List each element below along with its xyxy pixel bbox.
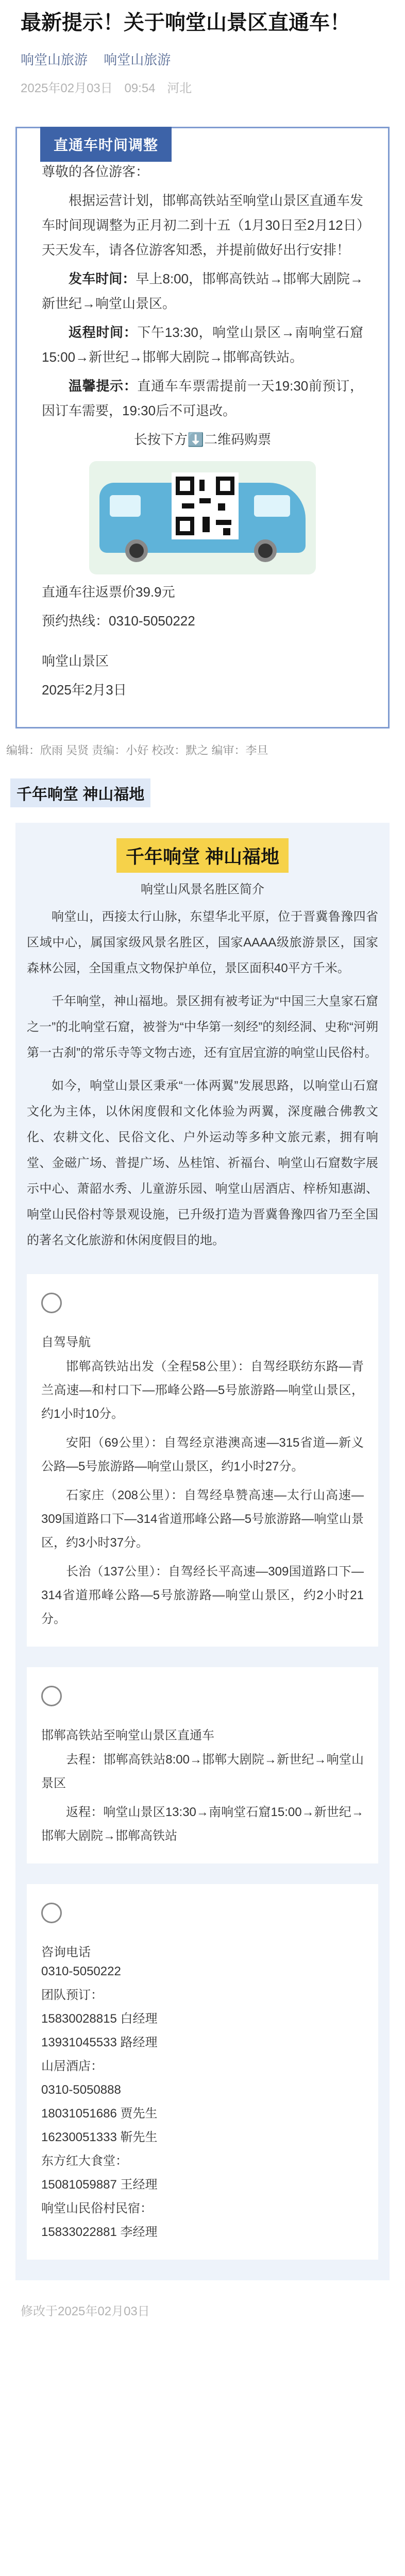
signature-org: 响堂山景区 <box>42 653 109 669</box>
drive-shijiazhuang: 石家庄（208公里）：自驾经阜赞高速—太行山高速—309国道路口下—314省道邢峰公路—5号旅游路—响堂山景区，约3小时37分。 <box>41 1488 364 1550</box>
tip-label: 温馨提示： <box>69 378 138 394</box>
booking-hotline: 预约热线：0310-5050222 <box>42 613 195 629</box>
section-header: 千年响堂 神山福地 <box>10 778 150 807</box>
notice-intro: 根据运营计划，邯郸高铁站至响堂山景区直通车发车时间现调整为正月初二到十五（1月30日至2月12日）天天发车，请各位游客知悉，并提前做好出行安排！ <box>42 193 364 258</box>
circle-icon <box>41 1903 62 1923</box>
panel-title: 千年响堂 神山福地 <box>116 838 289 873</box>
intro-paragraph-1: 响堂山，西接太行山脉，东望华北平原，位于晋冀鲁豫四省区域中心，属国家级风景名胜区，国家AAAA级旅游景区，国家森林公园，全国重点文物保护单位，景区面积40平方千米。 <box>27 910 378 975</box>
contact-line: 16230051333 靳先生 <box>41 2130 158 2144</box>
intro-paragraph-2: 千年响堂，神山福地。景区拥有被考证为“中国三大皇家石窟之一”的北响堂石窟，被誉为“中华第一刻经”的刻经洞、史称“河朔第一古刹”的常乐寺等文物古迹，还有宜居宜游的响堂山民俗村。 <box>27 994 378 1060</box>
contact-line: 0310-5050888 <box>41 2083 121 2097</box>
article <box>0 0 405 96</box>
article-meta <box>21 49 384 69</box>
ticket-price: 直通车往返票价39.9元 <box>42 584 175 600</box>
contact-line: 15830028815 白经理 <box>41 2012 158 2026</box>
tip-text: 直通车车票需提前一天19:30前预订，因订车需要，19:30后不可退改。 <box>42 378 363 418</box>
circle-icon <box>41 1293 62 1313</box>
notice-box <box>15 127 390 728</box>
drive-anyang: 安阳（69公里）：自驾经京港澳高速—315省道—新义公路—5号旅游路—响堂山景区，约1小时27分。 <box>41 1436 364 1473</box>
qr-code-icon[interactable] <box>172 472 239 539</box>
intro-panel <box>15 823 390 2280</box>
contact-line: 15081059887 王经理 <box>41 2178 158 2192</box>
return-info <box>42 320 363 369</box>
drive-card <box>27 1274 378 1647</box>
notice-section <box>15 127 390 728</box>
greeting: 尊敬的各位游客： <box>42 164 149 179</box>
contact-title: 咨询电话 <box>41 1945 91 1959</box>
contact-line: 东方红大食堂： <box>41 2154 128 2168</box>
signature-date: 2025年2月3日 <box>42 682 127 698</box>
departure-info <box>42 266 363 316</box>
account-link[interactable]: 响堂山旅游 <box>104 52 171 67</box>
return-text: 下午13:30，响堂山景区→南响堂石窟15:00→新世纪→邯郸大剧院→邯郸高铁站。 <box>42 325 363 365</box>
author-link[interactable]: 响堂山旅游 <box>21 52 88 67</box>
drive-handan: 邯郸高铁站出发（全程58公里）：自驾经联纺东路—青兰高速—和村口下—邢峰公路—5号旅游路—响堂山景区，约1小时10分。 <box>41 1360 364 1421</box>
return-label: 返程时间： <box>69 325 138 340</box>
contact-line: 山居酒店： <box>41 2059 103 2073</box>
departure-label: 发车时间： <box>69 271 136 286</box>
contact-line: 团队预订： <box>41 1988 103 2002</box>
bus-card <box>27 1667 378 1863</box>
qr-prompt: 长按下方⬇️二维码购票 <box>133 432 272 447</box>
editor-credits: 编辑：欣雨 吴贤 责编：小好 校改：默之 编审：李旦 <box>6 744 268 757</box>
contact-line: 响堂山民俗村民宿： <box>41 2201 153 2215</box>
notice-tab-label: 直通车时间调整 <box>40 127 172 162</box>
departure-text: 早上8:00，邯郸高铁站→邯郸大剧院→新世纪→响堂山景区。 <box>42 271 363 311</box>
panel-subtitle: 响堂山风景名胜区简介 <box>141 883 264 896</box>
intro-paragraph-3: 如今，响堂山景区秉承“一体两翼”发展思路，以响堂山石窟文化为主体，以休闲度假和文化体验为两翼，深度融合佛教文化、农耕文化、民俗文化、户外运动等多种文旅元素，拥有响堂、金磁广场、普提广场、丛桂馆、祈福台、响堂山石窟数字展示中心、萧韶水秀、儿童游乐园、响堂山居酒店、梓桥知惠湖、响堂山民俗村等景观设施，已升级打造为晋冀鲁豫四省乃至全国的著名文化旅游和休闲度假目的地。 <box>27 1079 378 1247</box>
publish-region: 河北 <box>167 81 192 95</box>
tip-info <box>42 374 363 423</box>
circle-icon <box>41 1686 62 1706</box>
publish-info <box>21 78 384 96</box>
qr-code-banner[interactable] <box>89 461 316 574</box>
modified-date: 修改于2025年02月03日 <box>21 2304 150 2318</box>
contact-line: 13931045533 路经理 <box>41 2036 158 2049</box>
publish-time: 09:54 <box>124 81 156 95</box>
contact-card <box>27 1884 378 2260</box>
drive-changzhi: 长治（137公里）：自驾经长平高速—309国道路口下—314省道邢峰公路—5号旅游路—响堂山景区，约2小时21分。 <box>41 1565 364 1626</box>
bus-title: 邯郸高铁站至响堂山景区直通车 <box>41 1728 214 1742</box>
contact-line: 15833022881 李经理 <box>41 2225 158 2239</box>
bus-back: 返程：响堂山景区13:30→南响堂石窟15:00→新世纪→邯郸大剧院→邯郸高铁站 <box>41 1805 364 1843</box>
contact-line: 0310-5050222 <box>41 1964 121 1978</box>
publish-date: 2025年02月03日 <box>21 81 113 95</box>
drive-title: 自驾导航 <box>41 1335 91 1349</box>
bus-go: 去程：邯郸高铁站8:00→邯郸大剧院→新世纪→响堂山景区 <box>41 1753 364 1790</box>
article-title: 最新提示！关于响堂山景区直通车！ <box>21 11 350 34</box>
contact-line: 18031051686 贾先生 <box>41 2107 158 2121</box>
